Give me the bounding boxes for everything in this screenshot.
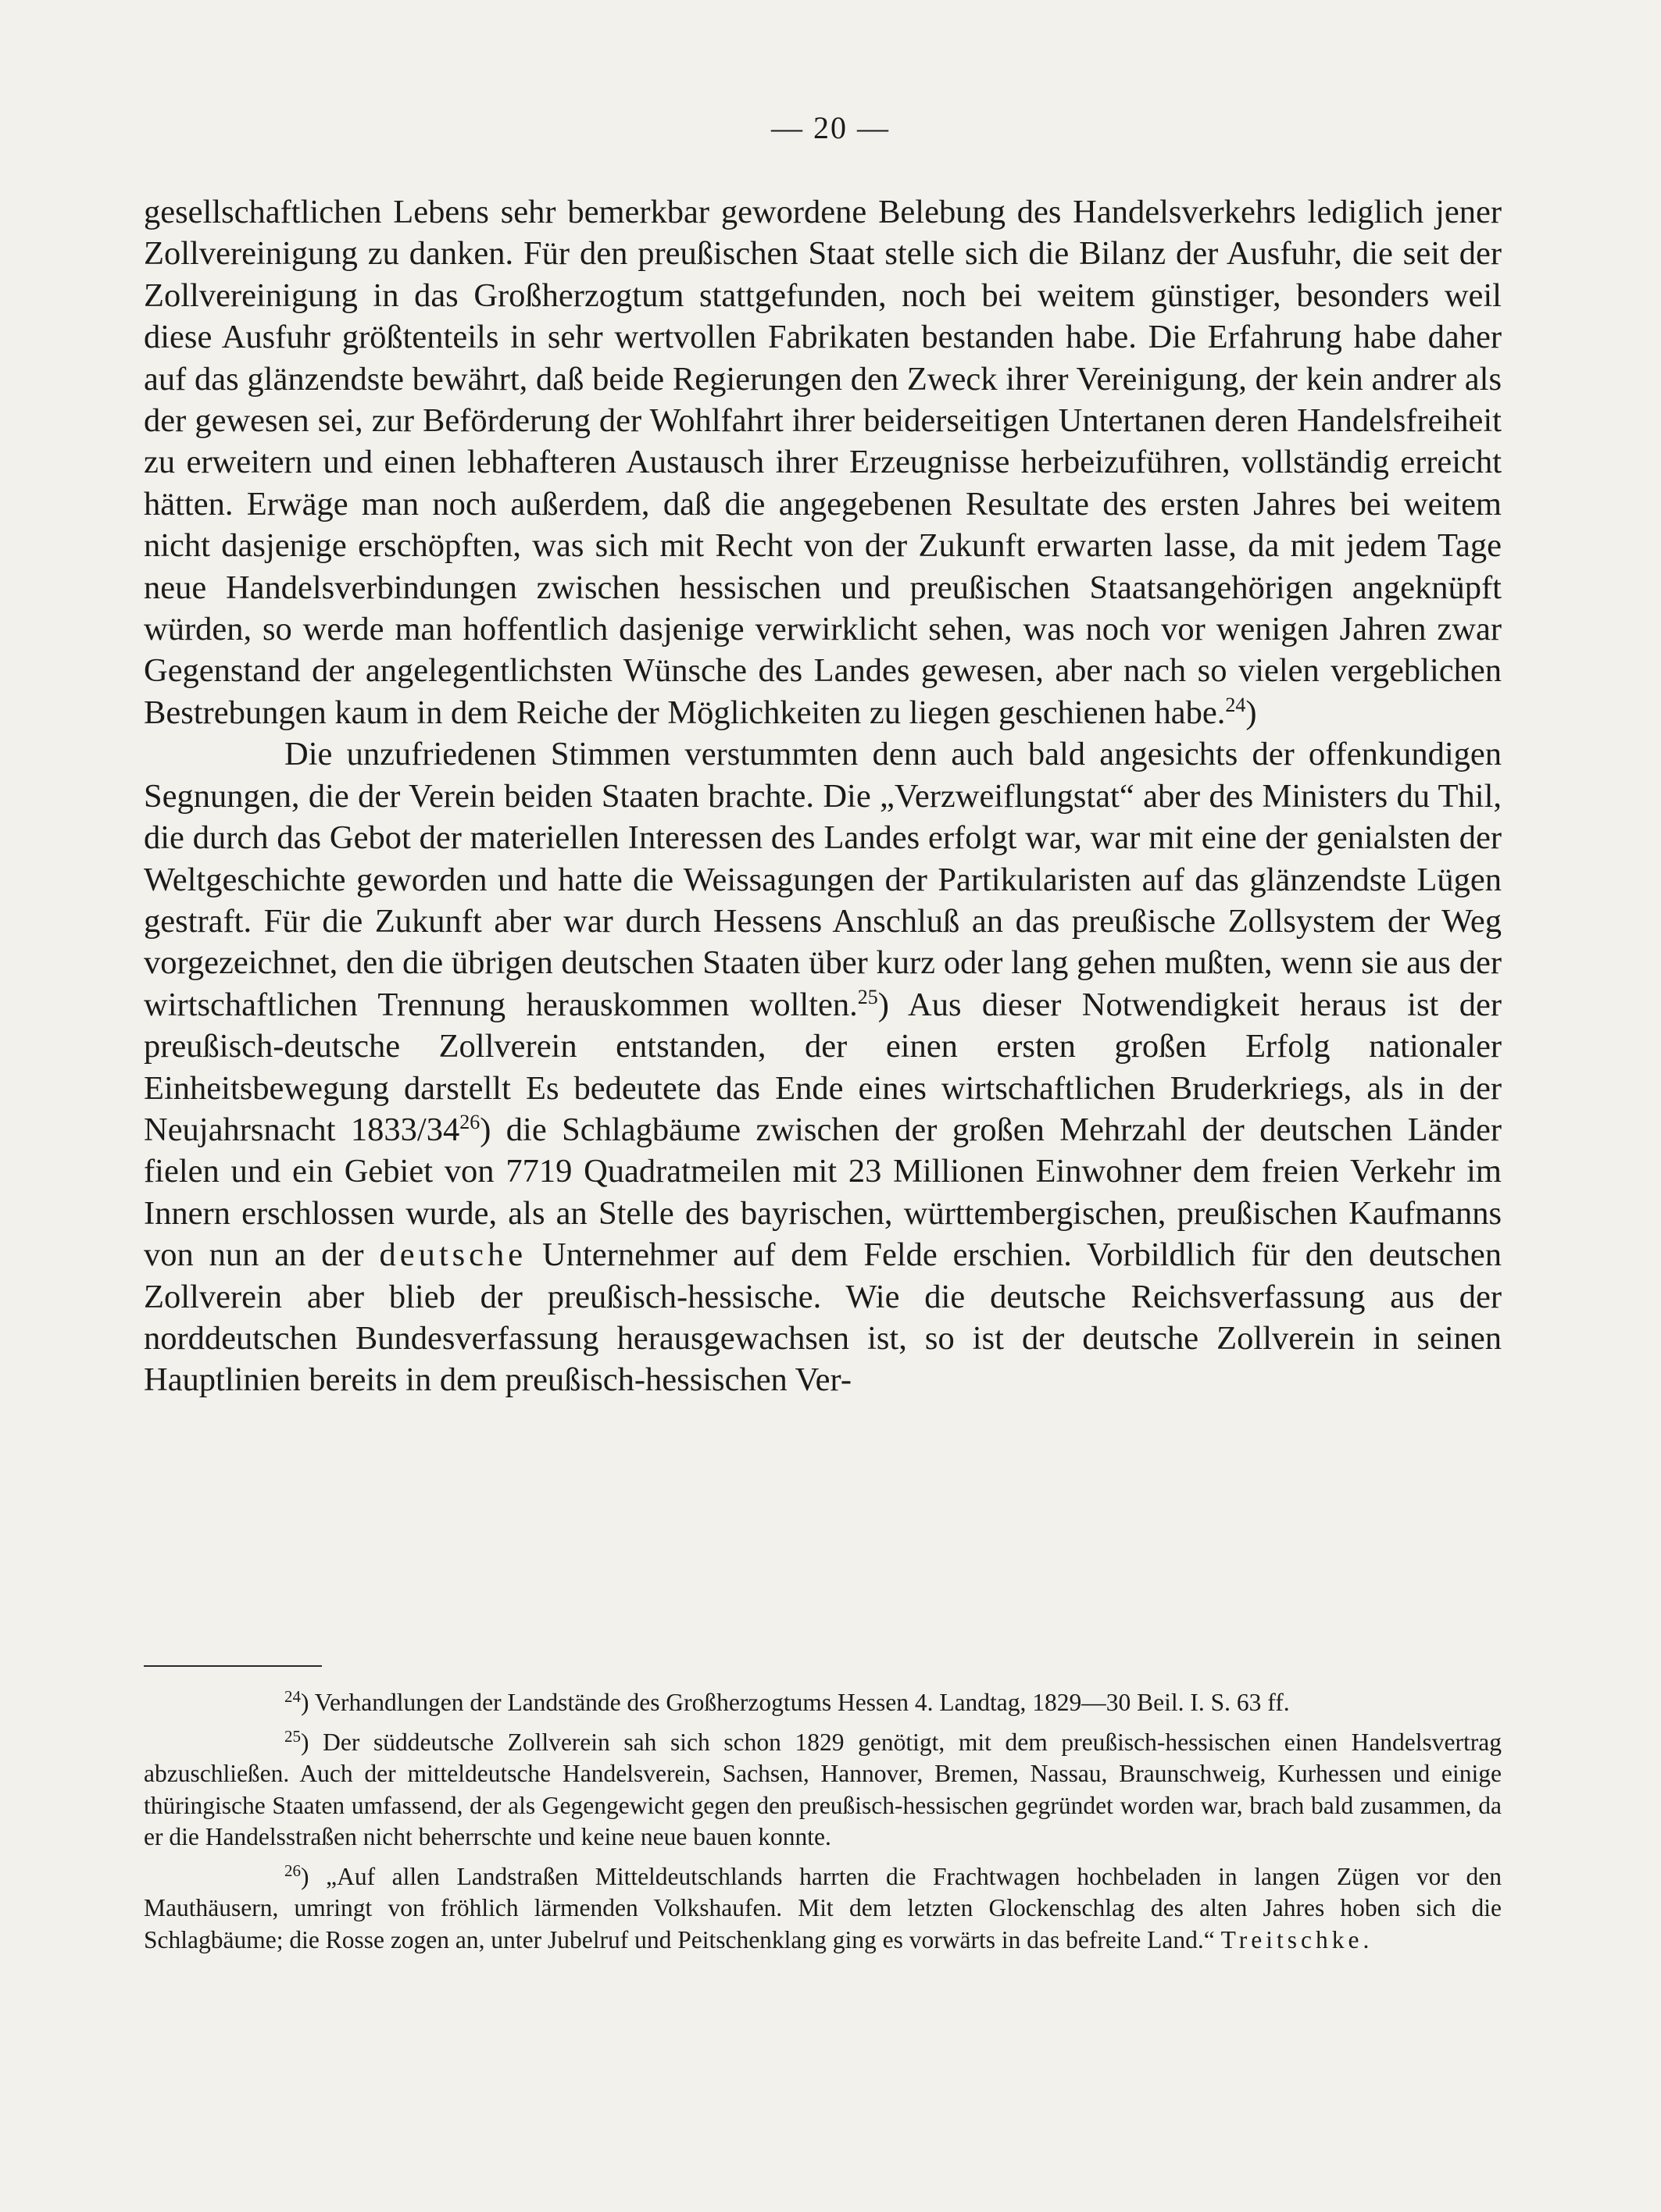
footnote-ref-24: 24 (1225, 693, 1246, 716)
footnote-text: ) Verhandlungen der Landstände des Großherzogtums Hessen 4. Landtag, 1829—30 Beil. I. S. 63 ff. (301, 1689, 1290, 1716)
footnote-mark: 25 (284, 1726, 301, 1746)
paragraph-2-part2: ) Aus dieser Notwendigkeit heraus ist der preußisch-deutsche Zollverein entstanden, der einen ersten großen Erfolg nationaler Einheitsbewegung darstellt Es bedeutete das Ende eines wirtschaftlichen Bruderkriegs, als in der Neujahrsnacht 1833/34 (144, 986, 1502, 1148)
paragraph-2-part3: ) die Schlagbäume zwischen der großen Mehrzahl der deutschen Länder fielen und ein Gebiet von 7719 Quadratmeilen mit 23 Millionen Einwohner dem freien Verkehr im Innern erschlossen wurde, als an Stelle des bayrischen, württembergischen, preußischen Kaufmanns von nun an der (144, 1111, 1502, 1274)
footnote-ref-25: 25 (857, 985, 878, 1008)
footnote-divider (144, 1665, 322, 1667)
emphasized-word: deutsche (379, 1236, 527, 1274)
paragraph-2-part4: Unternehmer auf dem Felde erschien. Vorbildlich für den deutschen Zollverein aber blieb der preußisch-hessische. Wie die deutsche Reichsverfassung aus der norddeutschen Bundesverfassung herausgewachsen ist, so ist der deutsche Zollverein in seinen Hauptlinien bereits in dem preußisch-hessischen Ver- (144, 1236, 1502, 1399)
footnote-text: ) Der süddeutsche Zollverein sah sich schon 1829 genötigt, mit dem preußisch-hessischen einen Handelsvertrag abzuschließen. Auch der mitteldeutsche Handelsverein, Sachsen, Hannover, Bremen, Nassau, Braunschweig, Kurhessen und einige thüringische Staaten umfassend, der als Gegengewicht gegen den preußisch-hessischen gegründet worden war, brach bald zusammen, da er die Handelsstraßen nicht beherrschte und keine neue bauen konnte. (144, 1728, 1502, 1850)
footnote-mark: 24 (284, 1687, 301, 1706)
page-number: — 20 — (771, 110, 890, 145)
footnote-26 (144, 1861, 1502, 1957)
paragraph-1-text: gesellschaftlichen Lebens sehr bemerkbar gewordene Belebung des Handelsverkehrs lediglich jener Zollvereinigung zu danken. Für den preußischen Staat stelle sich die Bilanz der Ausfuhr, die seit der Zollvereinigung in das Großherzogtum stattgefunden, noch bei weitem günstiger, besonders weil diese Ausfuhr größtenteils in sehr wertvollen Fabrikaten bestanden habe. Die Erfahrung habe daher auf das glänzendste bewährt, daß beide Regierungen den Zweck ihrer Vereinigung, der kein andrer als der gewesen sei, zur Beförderung der Wohlfahrt ihrer beiderseitigen Untertanen deren Handelsfreiheit zu erweitern und einen lebhafteren Austausch ihrer Erzeugnisse herbeizuführen, vollständig erreicht hätten. Erwäge man noch außerdem, daß die angegebenen Resultate des ersten Jahres bei weitem nicht dasjenige erschöpften, was sich mit Recht von der Zukunft erwarten lasse, da mit jedem Tage neue Handelsverbindungen zwischen hessischen und preußischen Staatsangehörigen angeknüpft würden, so werde man hoffentlich dasjenige verwirklicht sehen, was noch vor wenigen Jahren zwar Gegenstand der angelegentlichsten Wünsche des Landes gewesen, aber nach so vielen vergeblichen Bestrebungen kaum in dem Reiche der Möglichkeiten zu liegen geschienen habe. (144, 194, 1502, 731)
paragraph-1 (144, 191, 1502, 733)
footnote-24 (144, 1687, 1502, 1719)
footnote-ref-close: ) (1245, 694, 1257, 731)
body-text (144, 191, 1502, 1401)
footnote-author: Treitschke. (1220, 1925, 1373, 1953)
footnotes (144, 1687, 1502, 1964)
footnote-mark: 26 (284, 1861, 301, 1880)
footnote-25 (144, 1727, 1502, 1853)
paragraph-2 (144, 733, 1502, 1401)
footnote-text: ) „Auf allen Landstraßen Mitteldeutschlands harrten die Frachtwagen hochbeladen in langen Zügen vor den Mauthäusern, umringt von fröhlich lärmenden Volkshaufen. Mit dem letzten Glockenschlag des alten Jahres hoben sich die Schlagbäume; die Rosse zogen an, unter Jubelruf und Peitschenklang ging es vorwärts in das befreite Land.“ (144, 1862, 1502, 1953)
footnote-ref-26: 26 (459, 1110, 480, 1133)
paragraph-2-part1: Die unzufriedenen Stimmen verstummten denn auch bald angesichts der offenkundigen Segnungen, die der Verein beiden Staaten brachte. Die „Verzweiflungstat“ aber des Ministers du Thil, die durch das Gebot der materiellen Interessen des Landes erfolgt war, war mit eine der genialsten der Weltgeschichte geworden und hatte die Weissagungen der Partikularisten auf das glänzendste Lügen gestraft. Für die Zukunft aber war durch Hessens Anschluß an das preußische Zollsystem der Weg vorgezeichnet, den die übrigen deutschen Staaten über kurz oder lang gehen mußten, wenn sie aus der wirtschaftlichen Trennung herauskommen wollten. (144, 736, 1502, 1023)
